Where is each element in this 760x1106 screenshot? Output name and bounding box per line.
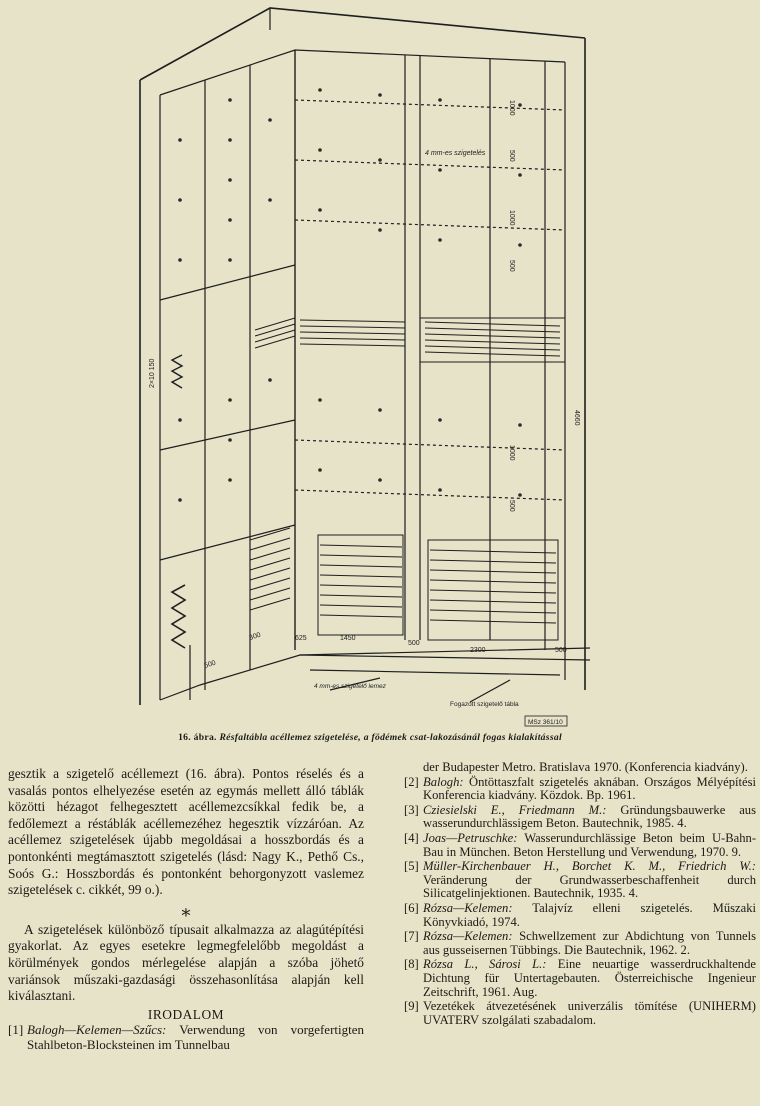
label-left-dim: 2×10 150 <box>149 358 156 388</box>
reference-number: [4] <box>404 830 419 845</box>
reference-number: [3] <box>404 802 419 817</box>
reference-item-5 <box>404 860 756 901</box>
label-dim-2: 500 <box>508 150 515 162</box>
body-paragraph-1: gesztik a szigetelő acéllemezt (16. ábra). Pontos réselés és a vasalás pontos elhelyezése esetén az egymás mellett álló táblák közötti hézagot felhegesztett acéllemezcsíkkal fedik be, a fedőlemezt a réstáblák acéllemezéhez hegesztik vízzáróan. Az acéllemez szigetelések újabb megoldásai a hosszbordás és a pontonkénti megtámasztott szigetelés (lásd: Nagy K., Pethő Cs., Soós G.: Hosszbordás és pontonként behorgonyzott vaslemez szigetelések c. cikkét, 99 o.). <box>8 766 364 898</box>
label-toothed-note: Fogazott szigetelő tábla <box>450 701 519 708</box>
reference-text: Vezetékek átvezetésének univerzális tömítése (UNIHERM) UVATERV szolgálati szabadalom. <box>423 999 756 1027</box>
label-dim-3: 1000 <box>508 210 515 226</box>
reference-text: Gründungsbauwerke aus wasserundurchlässigem Beton. Bautechnik, 1985. 4. <box>423 802 757 831</box>
reference-authors: Balogh—Kelemen—Szűcs: <box>27 1022 167 1038</box>
reference-text: Eine neuartige wasserdruckhaltende Dichtung für Untertagebauten. Österreichische Ingenieur Zeitschrift, 1961. Aug. <box>423 957 756 999</box>
left-column <box>8 766 364 1053</box>
reference-number: [1] <box>8 1022 24 1038</box>
label-bottom-2: 500 <box>203 659 217 670</box>
reference-item-8 <box>404 958 756 999</box>
label-dim-4: 500 <box>508 260 515 272</box>
reference-text: Veränderung der Grundwasserbeschaffenheit durch Silicatgelinjektionen. Bautechnik, 1935. 4. <box>423 872 756 901</box>
reference-authors: Müller-Kirchenbauer H., Borchet K. M., Friedrich W.: <box>423 859 756 874</box>
reference-text: Verwendung von vorgefertigten Stahlbeton-Blocksteinen im Tunnelbau <box>27 1022 365 1052</box>
body-paragraph-2: A szigetelések különböző típusait alkalmazza az alagútépítési gyakorlat. Az egyes esetekre legmegfelelőbb megoldást a körülmények gondos mérlegelése alapján a szóba jöhető variánsok műszaki-gazdasági összehasonlítása alapján kell kiválasztani. <box>8 921 364 1004</box>
caption-text: Résfaltábla acéllemez szigetelése, a födémek csat-lakozásánál fogas kialakítással <box>219 732 562 743</box>
reference-authors: Rózsa—Kelemen: <box>423 900 513 915</box>
reference-number: [9] <box>404 999 419 1014</box>
reference-text: Wasserundurchlässige Beton beim U-Bahn-Bau in München. Beton Herstellung und Verwendung, 1970. 9. <box>423 830 757 859</box>
reference-item-9 <box>404 1000 756 1027</box>
reference-authors: Rózsa—Kelemen: <box>423 929 513 944</box>
reference-item-4 <box>404 832 756 859</box>
reference-text: Talajvíz elleni szigetelés. Műszaki Könyvkiadó, 1974. <box>423 900 756 929</box>
reference-number: [7] <box>404 929 419 944</box>
reference-number: [8] <box>404 957 419 972</box>
label-bottom-7: 500 <box>555 647 567 654</box>
reference-item-1-continued: der Budapester Metro. Bratislava 1970. (Konferencia kiadvány). <box>423 760 748 774</box>
reference-item-3 <box>404 804 756 831</box>
reference-authors: Joas—Petruschke: <box>423 830 518 845</box>
label-dim-6: 500 <box>508 500 515 512</box>
reference-item-2 <box>404 776 756 803</box>
label-insulation-top: 4 mm-es szigetelés <box>425 150 486 157</box>
reference-authors: Balogh: <box>423 774 464 789</box>
reference-authors: Rózsa L., Sárosi L.: <box>423 957 547 972</box>
label-bottom-3: 625 <box>295 635 307 642</box>
reference-number: [2] <box>404 774 419 789</box>
caption-number: 16. ábra. <box>178 732 217 743</box>
label-height: 4660 <box>573 410 580 426</box>
reference-item-1 <box>8 1023 364 1052</box>
reference-number: [6] <box>404 900 419 915</box>
label-bottom-6: 2300 <box>470 647 486 654</box>
label-bottom-1: 300 <box>248 631 262 642</box>
label-base-note: 4 mm-es szigetelő lemez <box>314 683 386 690</box>
label-bottom-5: 500 <box>408 640 420 647</box>
right-column <box>404 761 756 1028</box>
reference-number: [5] <box>404 859 419 874</box>
reference-item-6 <box>404 902 756 929</box>
label-dim-5: 1000 <box>508 445 515 461</box>
label-bottom-4: 1450 <box>340 635 356 642</box>
reference-text: Öntöttaszfalt szigetelés aknában. Országos Mélyépítési Konferencia kiadvány. Közdok. Bp. 1961. <box>423 774 756 803</box>
reference-item-7 <box>404 930 756 957</box>
reference-authors: Cziesielski E., Friedmann M.: <box>423 802 607 817</box>
reference-text: Schwellzement zur Abdichtung von Tunnels aus gusseisernen Tübbings. Die Bautechnik, 1962. 2. <box>423 929 756 957</box>
references-heading: IRODALOM <box>147 1006 225 1022</box>
section-separator-star: ∗ <box>179 901 193 922</box>
label-stamp: MSz 361/10 <box>528 719 563 726</box>
label-dim-1: 1000 <box>508 100 515 116</box>
figure-caption <box>150 733 590 743</box>
